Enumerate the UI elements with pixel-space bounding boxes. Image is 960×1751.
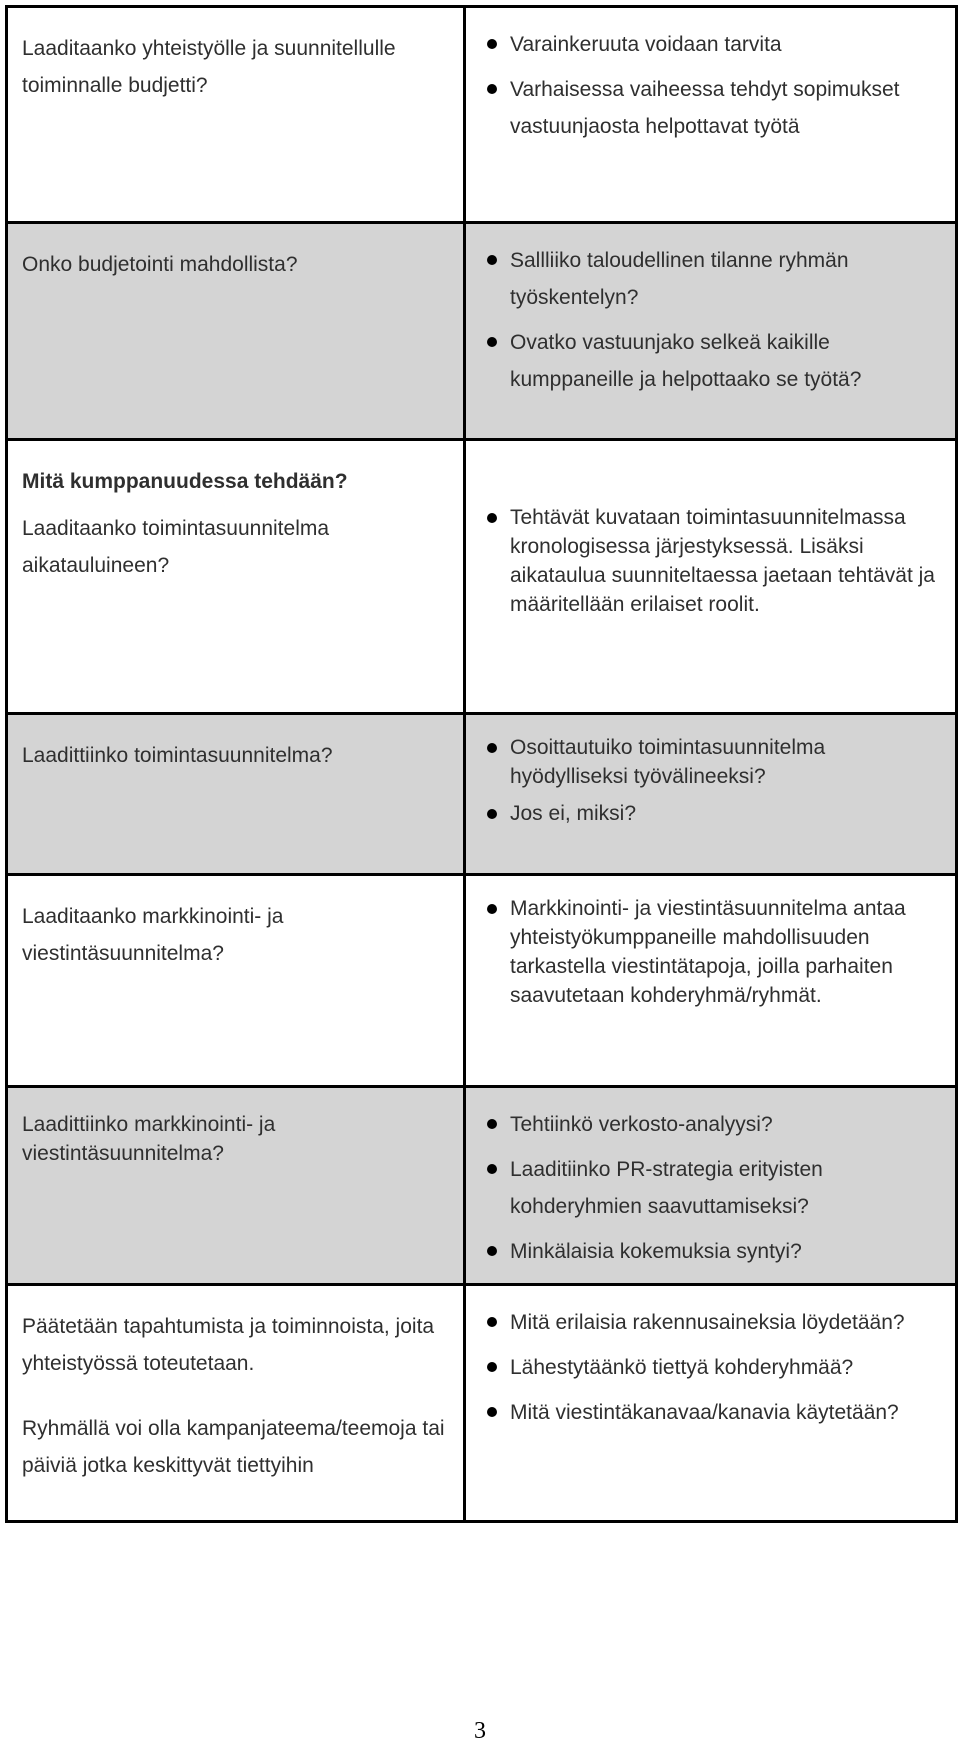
answer-cell (465, 223, 957, 440)
table-row (7, 223, 957, 440)
bullet-icon (487, 39, 497, 49)
bullet-icon (487, 743, 497, 753)
question-cell (7, 714, 465, 875)
list-item: Mitä viestintäkanavaa/kanavia käytetään? (510, 1394, 945, 1431)
list-item: Markkinointi- ja viestintäsuunnitelma antaa yhteistyökumppaneille mahdollisuuden tarkastella viestintätapoja, joilla parhaiten saavutetaan kohderyhmä/ryhmät. (510, 894, 945, 1010)
bullet-list (510, 242, 945, 398)
question-cell (7, 1087, 465, 1285)
table-row (7, 7, 957, 223)
page-number: 3 (474, 1718, 486, 1744)
list-item: Osoittautuiko toimintasuunnitelma hyödylliseksi työvälineeksi? (510, 733, 945, 791)
bullet-icon (487, 1246, 497, 1256)
bullet-icon (487, 1164, 497, 1174)
list-item: Jos ei, miksi? (510, 799, 945, 828)
list-item: Tehtävät kuvataan toimintasuunnitelmassa kronologisessa järjestyksessä. Lisäksi aikataulua suunniteltaessa jaetaan tehtävät ja määritellään erilaiset roolit. (510, 503, 945, 619)
table-row (7, 1285, 957, 1522)
bullet-list (510, 503, 945, 619)
answer-cell (465, 1285, 957, 1522)
table-row (7, 714, 957, 875)
bullet-icon (487, 84, 497, 94)
list-item: Mitä erilaisia rakennusaineksia löydetään? (510, 1304, 945, 1341)
question-text: Laaditaanko yhteistyölle ja suunnitellulle toiminnalle budjetti? (22, 37, 396, 97)
list-item: Sallliiko taloudellinen tilanne ryhmän työskentelyn? (510, 242, 945, 316)
bullet-list (510, 26, 945, 145)
bullet-icon (487, 1407, 497, 1417)
answer-cell (465, 7, 957, 223)
bullet-list (510, 1304, 945, 1431)
bullet-icon (487, 513, 497, 523)
list-item: Ovatko vastuunjako selkeä kaikille kumppaneille ja helpottaako se työtä? (510, 324, 945, 398)
question-cell (7, 875, 465, 1087)
question-text: Ryhmällä voi olla kampanjateema/teemoja tai päiviä jotka keskittyvät tiettyihin (22, 1417, 445, 1477)
question-text: Laadittiinko toimintasuunnitelma? (22, 744, 333, 767)
bullet-icon (487, 1119, 497, 1129)
document-sheet (5, 5, 958, 1523)
list-item: Minkälaisia kokemuksia syntyi? (510, 1233, 945, 1270)
question-text: Onko budjetointi mahdollista? (22, 253, 298, 276)
bullet-icon (487, 1317, 497, 1327)
list-item: Tehtiinkö verkosto-analyysi? (510, 1106, 945, 1143)
list-item: Varainkeruuta voidaan tarvita (510, 26, 945, 63)
planning-table (5, 5, 958, 1523)
question-text: Päätetään tapahtumista ja toiminnoista, joita yhteistyössä toteutetaan. (22, 1315, 435, 1375)
question-text: Laadittiinko markkinointi- ja viestintäsuunnitelma? (22, 1113, 276, 1165)
question-text: Laaditaanko markkinointi- ja viestintäsuunnitelma? (22, 905, 284, 965)
list-item: Lähestytäänkö tiettyä kohderyhmää? (510, 1349, 945, 1386)
list-item: Varhaisessa vaiheessa tehdyt sopimukset vastuunjaosta helpottavat työtä (510, 71, 945, 145)
list-item: Laaditiinko PR-strategia erityisten kohderyhmien saavuttamiseksi? (510, 1151, 945, 1225)
bullet-list (510, 733, 945, 828)
bullet-icon (487, 255, 497, 265)
question-cell (7, 7, 465, 223)
section-heading: Mitä kumppanuudessa tehdään? (22, 470, 348, 493)
question-text: Laaditaanko toimintasuunnitelma aikatauluineen? (22, 517, 330, 577)
table-row (7, 875, 957, 1087)
answer-cell (465, 875, 957, 1087)
question-cell (7, 1285, 465, 1522)
table-row (7, 1087, 957, 1285)
question-cell (7, 223, 465, 440)
bullet-list (510, 894, 945, 1010)
table-row (7, 440, 957, 714)
answer-cell (465, 1087, 957, 1285)
bullet-icon (487, 809, 497, 819)
answer-cell (465, 440, 957, 714)
bullet-icon (487, 1362, 497, 1372)
question-cell (7, 440, 465, 714)
answer-cell (465, 714, 957, 875)
bullet-icon (487, 337, 497, 347)
bullet-list (510, 1106, 945, 1270)
bullet-icon (487, 904, 497, 914)
